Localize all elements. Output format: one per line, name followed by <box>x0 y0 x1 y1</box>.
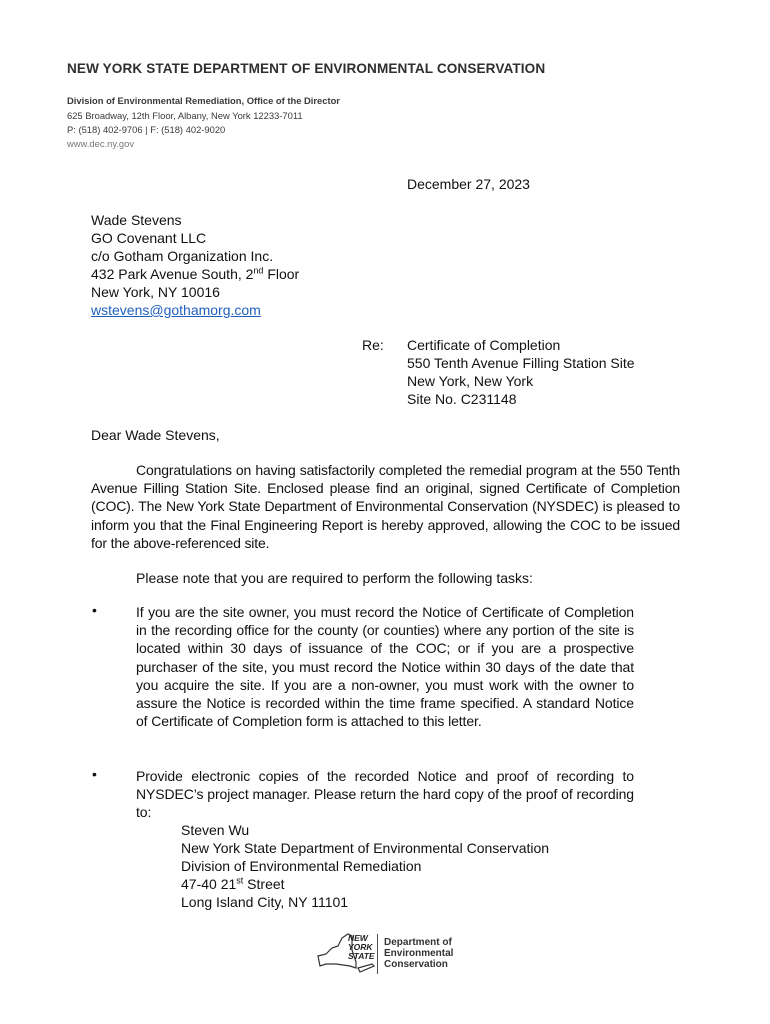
re-line: 550 Tenth Avenue Filling Station Site <box>407 355 635 371</box>
footer-divider <box>377 934 378 974</box>
re-line: Site No. C231148 <box>407 391 517 407</box>
re-label: Re: <box>362 337 384 353</box>
paragraph-congratulations: Congratulations on having satisfactorily completed the remedial program at the 550 Tenth Avenue Filling Station Site. Enclosed please find an original, signed Certificate of Completion (COC). The New York State Department of Environmental Conservation (NYSDEC) is pleased to inform you that the Final Engineering Report is hereby approved, allowing the COC to be issued for the above-referenced site. <box>91 462 680 551</box>
contact-city: Long Island City, NY 11101 <box>181 894 349 910</box>
bullet-item-electronic-copies: Provide electronic copies of the recorded Notice and proof of recording to NYSDEC’s project manager. Please return the hard copy of the proof of recording to: <box>136 768 634 821</box>
letter-date: December 27, 2023 <box>407 176 530 192</box>
phone-fax-line: P: (518) 402-9706 | F: (518) 402-9020 <box>67 124 226 135</box>
re-line: Certificate of Completion <box>407 337 561 353</box>
bullet-icon: • <box>92 766 97 782</box>
contact-name: Steven Wu <box>181 822 250 838</box>
salutation: Dear Wade Stevens, <box>91 427 220 443</box>
recipient-street: 432 Park Avenue South, 2nd Floor <box>91 265 300 282</box>
paragraph-tasks-intro: Please note that you are required to perform the following tasks: <box>136 570 533 586</box>
contact-division: Division of Environmental Remediation <box>181 858 422 874</box>
bullet-item-record-notice: If you are the site owner, you must record the Notice of Certificate of Completion in the recording office for the county (or counties) where any portion of the site is located within 30 days of issuance of the COC; or if you are a prospective purchaser of the site, you must record the Notice within 30 days of the date that you acquire the site. If you are a non-owner, you must work with the owner to assure the Notice is recorded within the time frame specified. A standard Notice of Certificate of Completion form is attached to this letter. <box>136 604 634 730</box>
recipient-name: Wade Stevens <box>91 212 182 228</box>
website-line: www.dec.ny.gov <box>67 138 135 149</box>
footer-dept-line: Conservation <box>384 959 448 970</box>
nys-wordmark: NEW YORK STATE <box>348 933 375 961</box>
address-line: 625 Broadway, 12th Floor, Albany, New York 12233-7011 <box>67 110 303 121</box>
footer-dept-line: Environmental <box>384 948 454 959</box>
division-line: Division of Environmental Remediation, Office of the Director <box>67 95 340 106</box>
agency-title: NEW YORK STATE DEPARTMENT OF ENVIRONMENTAL CONSERVATION <box>67 61 546 76</box>
recipient-city: New York, NY 10016 <box>91 284 220 300</box>
recipient-email-link[interactable]: wstevens@gothamorg.com <box>91 302 261 318</box>
recipient-company: GO Covenant LLC <box>91 230 207 246</box>
re-line: New York, New York <box>407 373 534 389</box>
contact-street: 47-40 21st Street <box>181 875 285 892</box>
recipient-care-of: c/o Gotham Organization Inc. <box>91 248 274 264</box>
footer-dept-line: Department of <box>384 937 452 948</box>
bullet-icon: • <box>92 602 97 618</box>
contact-org: New York State Department of Environmental Conservation <box>181 840 550 856</box>
